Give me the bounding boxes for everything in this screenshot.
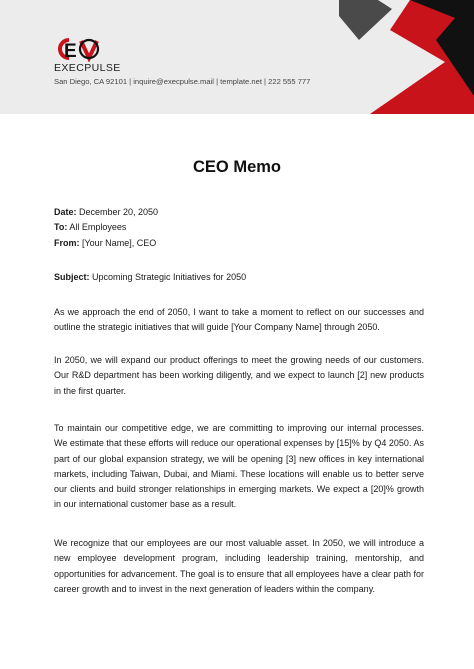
letterhead-band (0, 0, 474, 114)
subject-value: Upcoming Strategic Initiatives for 2050 (89, 272, 247, 282)
contact-line: San Diego, CA 92101 | inquire@execpulse.mail | template.net | 222 555 777 (54, 77, 311, 86)
corner-gray-shape (339, 0, 392, 40)
memo-paragraph: We recognize that our employees are our most valuable asset. In 2050, we will introduce a new employee development program, including leadership training, mentorship, and opportunities for advancement. The goal is to ensure that all employees have a clear path for career growth and to invest in the next generation of leaders within the company. (54, 538, 424, 594)
memo-paragraph: As we approach the end of 2050, I want to take a moment to reflect on our successes and outline the strategic initiatives that will guide [Your Company Name] through 2050. (54, 307, 424, 333)
brand-name: EXECPULSE (54, 62, 121, 74)
subject-label: Subject: (54, 272, 90, 282)
memo-meta (54, 205, 158, 251)
subject-line (54, 272, 246, 282)
company-logo (54, 36, 104, 62)
date-line (54, 205, 158, 220)
memo-paragraph: In 2050, we will expand our product offerings to meet the growing needs of our customers. Our R&D department has been working diligently, and we expect to launch [2] new products in the first quarter. (54, 355, 424, 396)
from-value: [Your Name], CEO (79, 237, 157, 248)
to-value: All Employees (67, 222, 127, 233)
svg-text:E: E (64, 41, 77, 62)
memo-paragraph: To maintain our competitive edge, we are committing to improving our internal processes. We estimate that these efforts will reduce our operational expenses by [15]% by Q4 2050. As part of our global expansion strategy, we will be opening [3] new offices in key international markets, including Taiwan, Dubai, and Miami. These locations will enable us to better serve our clients and build stronger relationships in emerging markets. We expect a [20]% growth in our international customer base as a result. (54, 423, 424, 510)
date-value: December 20, 2050 (76, 207, 159, 217)
to-line (54, 220, 158, 235)
from-line (54, 236, 158, 251)
to-label: To: (54, 222, 68, 233)
from-label: From: (54, 237, 80, 248)
memo-title: CEO Memo (192, 158, 281, 176)
date-label: Date: (54, 207, 77, 217)
